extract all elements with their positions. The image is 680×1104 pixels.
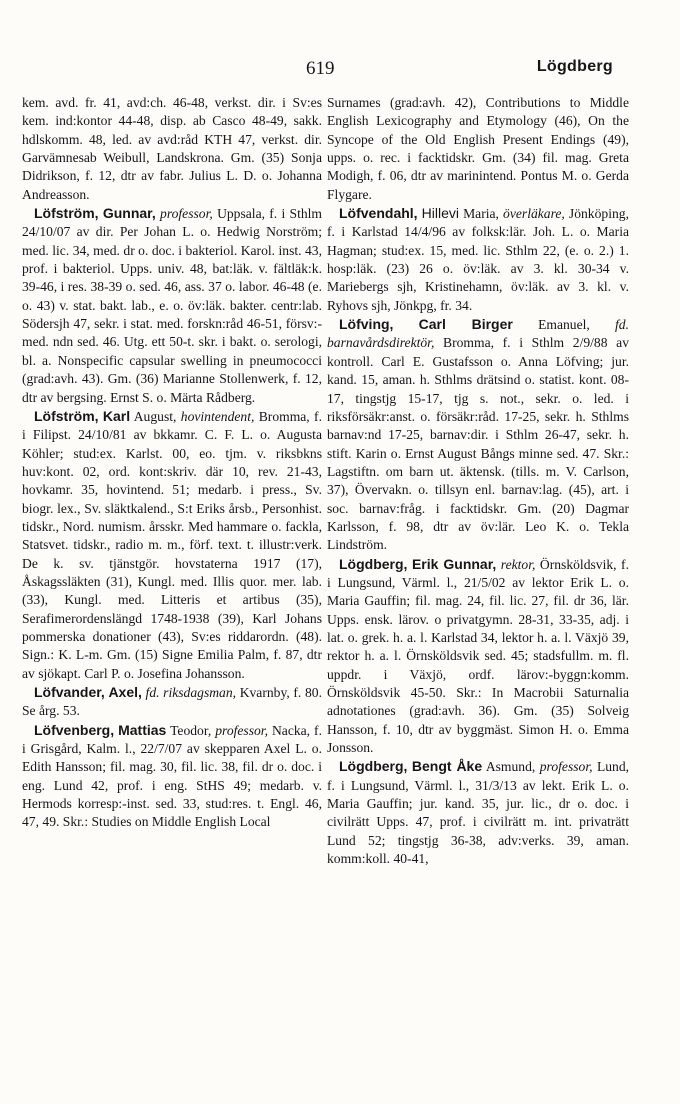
entry-title: professor, xyxy=(539,759,593,775)
entry-given-rest: Emanuel, xyxy=(538,317,590,333)
entry-given-name: Bengt Åke xyxy=(411,758,483,775)
entry-given-name: Axel, xyxy=(108,684,142,700)
entry-surname: Löfström, xyxy=(34,205,99,222)
entry-title: hovintendent, xyxy=(180,408,255,424)
entry-given-name: Gunnar, xyxy=(102,205,156,222)
entry-text: Jönköping, f. i Karlstad 14/4/96 av folksk:lär. Joh. L. o. Maria Hagman; stud:ex. 15, med. lic. Sthlm 22, (e. o. 2.) 1. hosp:läk. (23) 26 o. öv:läk. av 3. kl. 30-34 v. Mariebergs sjh, Kristinehamn, öv:läk. av 3. kl. v. Ryhovs sjh, Jönkpg, fr. 34. xyxy=(327,206,629,313)
biography-entry xyxy=(22,204,322,407)
entry-given-name: Mattias xyxy=(118,721,167,738)
entry-given-rest: Asmund, xyxy=(485,759,536,775)
entry-given-rest: Maria, xyxy=(463,206,499,222)
entry-text: Bromma, f. i Sthlm 2/9/88 av kontroll. Carl E. Gustafsson o. Anna Löfving; jur. kand. 15, aman. h. Sthlms drätsind o. statist. kont. 08-17, tingstjg 15-17, tjg s. not., sekr. o. led. i riksförsäkr:anst. o. försäkr:råd. 17-25, sekr. h. Sthlms barnav:nd 17-25, barnav:dir. i Sthlm 26-47, sekr. h. stift. Karin o. Ernst August Bångs minne sed. 47. Skr.: Lagstiftn. om barn ut. äktensk. (tills. m. V. Carlson, 37), Övervakn. o. tillsyn enl. barnav:lag. (45), art. i soc. barnav:fråg. i facktidskr. Gm. (20) Dagmar Karlsson, f. 98, dtr av öv:lär. Leo K. o. Tekla Lindström. xyxy=(327,335,629,553)
entry-text: Kvarnby, f. 80. Se årg. 53. xyxy=(22,685,322,719)
entry-given-name: Karl xyxy=(102,407,131,424)
entry-given-rest: Teodor, xyxy=(170,722,212,738)
running-head: Lögdberg xyxy=(536,58,613,75)
biography-entry xyxy=(22,683,322,721)
biography-entry xyxy=(327,315,629,554)
entry-text: Uppsala, f. i Sthlm 24/10/07 av dir. Per Johan L. o. Hedwig Norström; med. lic. 34, med. dr o. doc. i bakteriol. Karol. inst. 43, prof. i bakteriol. Upps. univ. 48, bat:läk. v. fältläk:k. 39-46, i res. 38-39 o. sed. 46, ass. 37 o. labor. 46-48 (e. o. 43) v. stat. bakt. lab., e. o. öv:läk. bakter. centr:lab. Södersjh 47, sekr. i stat. med. forskn:råd 46-51, försv:-med. ndn sed. 46. Utg. ett 50-t. skr. i bakt. o. serologi, bl. a. Nonspecific capsular swelling in pneumococci (grad:avh. 43). Gm. (36) Marianne Stollenwerk, f. 12, dtr av bergsing. Ernst S. o. Märta Rådberg. xyxy=(22,206,323,405)
left-column xyxy=(22,94,322,832)
entry-surname: Lögdberg, xyxy=(339,555,408,572)
biography-entry xyxy=(22,407,322,683)
entry-surname: Lögdberg, xyxy=(339,758,408,775)
entry-given-name: Erik Gunnar, xyxy=(411,555,497,572)
entry-surname: Löfving, xyxy=(339,316,394,333)
entry-text: Lund, f. i Lungsund, Värml. l., 31/3/13 av lekt. Erik L. o. Maria Gauffin; jur. kand. 35, jur. lic., dr o. doc. i civilrätt Upps. 47, prof. i civilrätt m. int. privaträtt Lund 52; tingstjg 36-38, adv:verks. 39, aman. komm:koll. 40-41, xyxy=(327,759,630,867)
entry-text: Örnsköldsvik, f. i Lungsund, Värml. l., 21/5/02 av lektor Erik L. o. Maria Gauffin; fil. mag. 24, fil. lic. 27, fil. dr 36, lär. Upps. ensk. lärov. o privatgymn. 28-31, 33-35, adj. i lat. o. grek. h. a. l. Karlstad 34, lektor h. a. l. Växjö 39, rektor h. a. l. Örnsköldsvik sed. 45; stadsfullm. m. fl. uppdr. i Växjö, ordf. lärov:-byggn:komm. Örnsköldsvik 45-50. Skr.: In Macrobii Saturnalia adnotationes (grad:avh. 36). Gm. (35) Solveig Hansson, f. 10, dtr av byggmäst. Simon H. o. Emma Jonsson. xyxy=(327,556,629,756)
biography-entry xyxy=(327,555,629,758)
entry-title: professor, xyxy=(215,722,268,738)
entry-title: fd. barnavårdsdirektör, xyxy=(327,317,629,351)
page-header xyxy=(0,58,680,84)
page-number: 619 xyxy=(306,58,335,79)
continuation-text: Surnames (grad:avh. 42), Contributions to Middle English Lexicography and Etymology (46), On the Syncope of the Old English Present Endings (49), upps. o. rec. i facktidskr. Gm. (34) fil. mag. Greta Modigh, f. 06, dtr av marinintend. Pontus M. o. Gerda Flygare. xyxy=(327,95,629,202)
entry-surname: Löfvendahl, xyxy=(339,205,418,222)
entry-title: rektor, xyxy=(500,556,536,572)
entry-title: fd. riksdagsman, xyxy=(145,685,237,700)
entry-text: Nacka, f. i Grisgård, Kalm. l., 22/7/07 av skepparen Axel L. o. Edith Hansson; fil. mag. 30, fil. lic. 38, fil. dr o. doc. i eng. Lund 42, prof. i eng. StHS 49; medarb. v. Hermods korresp:-inst. sed. 33, stud:res. t. Engl. 46, 47, 49. Skr.: Studies on Middle English Local xyxy=(22,722,322,830)
biography-entry xyxy=(327,757,629,868)
entry-title: professor, xyxy=(160,206,213,222)
biography-entry xyxy=(22,721,322,832)
biography-entry xyxy=(327,204,629,315)
entry-text: Bromma, f. i Filipst. 24/10/81 av bkkamr. C. F. L. o. Augusta Köhler; stud:ex. Karlst. 00, eo. tjm. v. riksbkns huv:kont. 02, ord. kont:skriv. där 10, rev. 21-43, hovkamr. 35, hovintend. 51; medarb. i press., Sv. biogr. lex., Sv. släktkalend., S:t Eriks årsb., Personhist. tidskr., Nord. numism. årsskr. Med hammare o. fackla, Statsvet. tidskr., radio m. m., förf. text. t. illustr:verk. De k. sv. tjänstgör. hovstaterna 1917 (17), Åskagssläkten (31), Kungl. med. Illis quor. mer. lab. (33), Kungl. med. Litteris et artibus (35), Serafimerordenslängd 1748-1938 (39), Karl Johans pommerska donationer (43), Sv:es riddarordn. (48). Sign.: K. L-m. Gm. (15) Signe Emilia Palm, f. 87, dtr av sjökapt. Carl P. o. Josefina Johansson. xyxy=(22,408,322,681)
right-column xyxy=(327,94,629,868)
entry-surname: Löfström, xyxy=(34,407,99,424)
continuation-text: kem. avd. fr. 41, avd:ch. 46-48, verkst. dir. i Sv:es kem. ind:kontor 44-48, disp. ab Casco 48-49, sakk. hdlskomm. 48, led. av avd:råd KTH 47, verkst. dir. Garvämnesab Weibull, Landskrona. Gm. (35) Sonja Didrikson, f. 12, dtr av fabr. Julius L. D. o. Johanna Andreasson. xyxy=(22,95,322,202)
entry-given-name: Hillevi xyxy=(421,205,459,222)
entry-given-rest: August, xyxy=(133,408,177,424)
entry-surname: Löfvenberg, xyxy=(34,721,115,738)
entry-title: överläkare, xyxy=(503,206,565,222)
entry-given-name: Carl Birger xyxy=(418,316,513,333)
entry-surname: Löfvander, xyxy=(34,684,105,700)
